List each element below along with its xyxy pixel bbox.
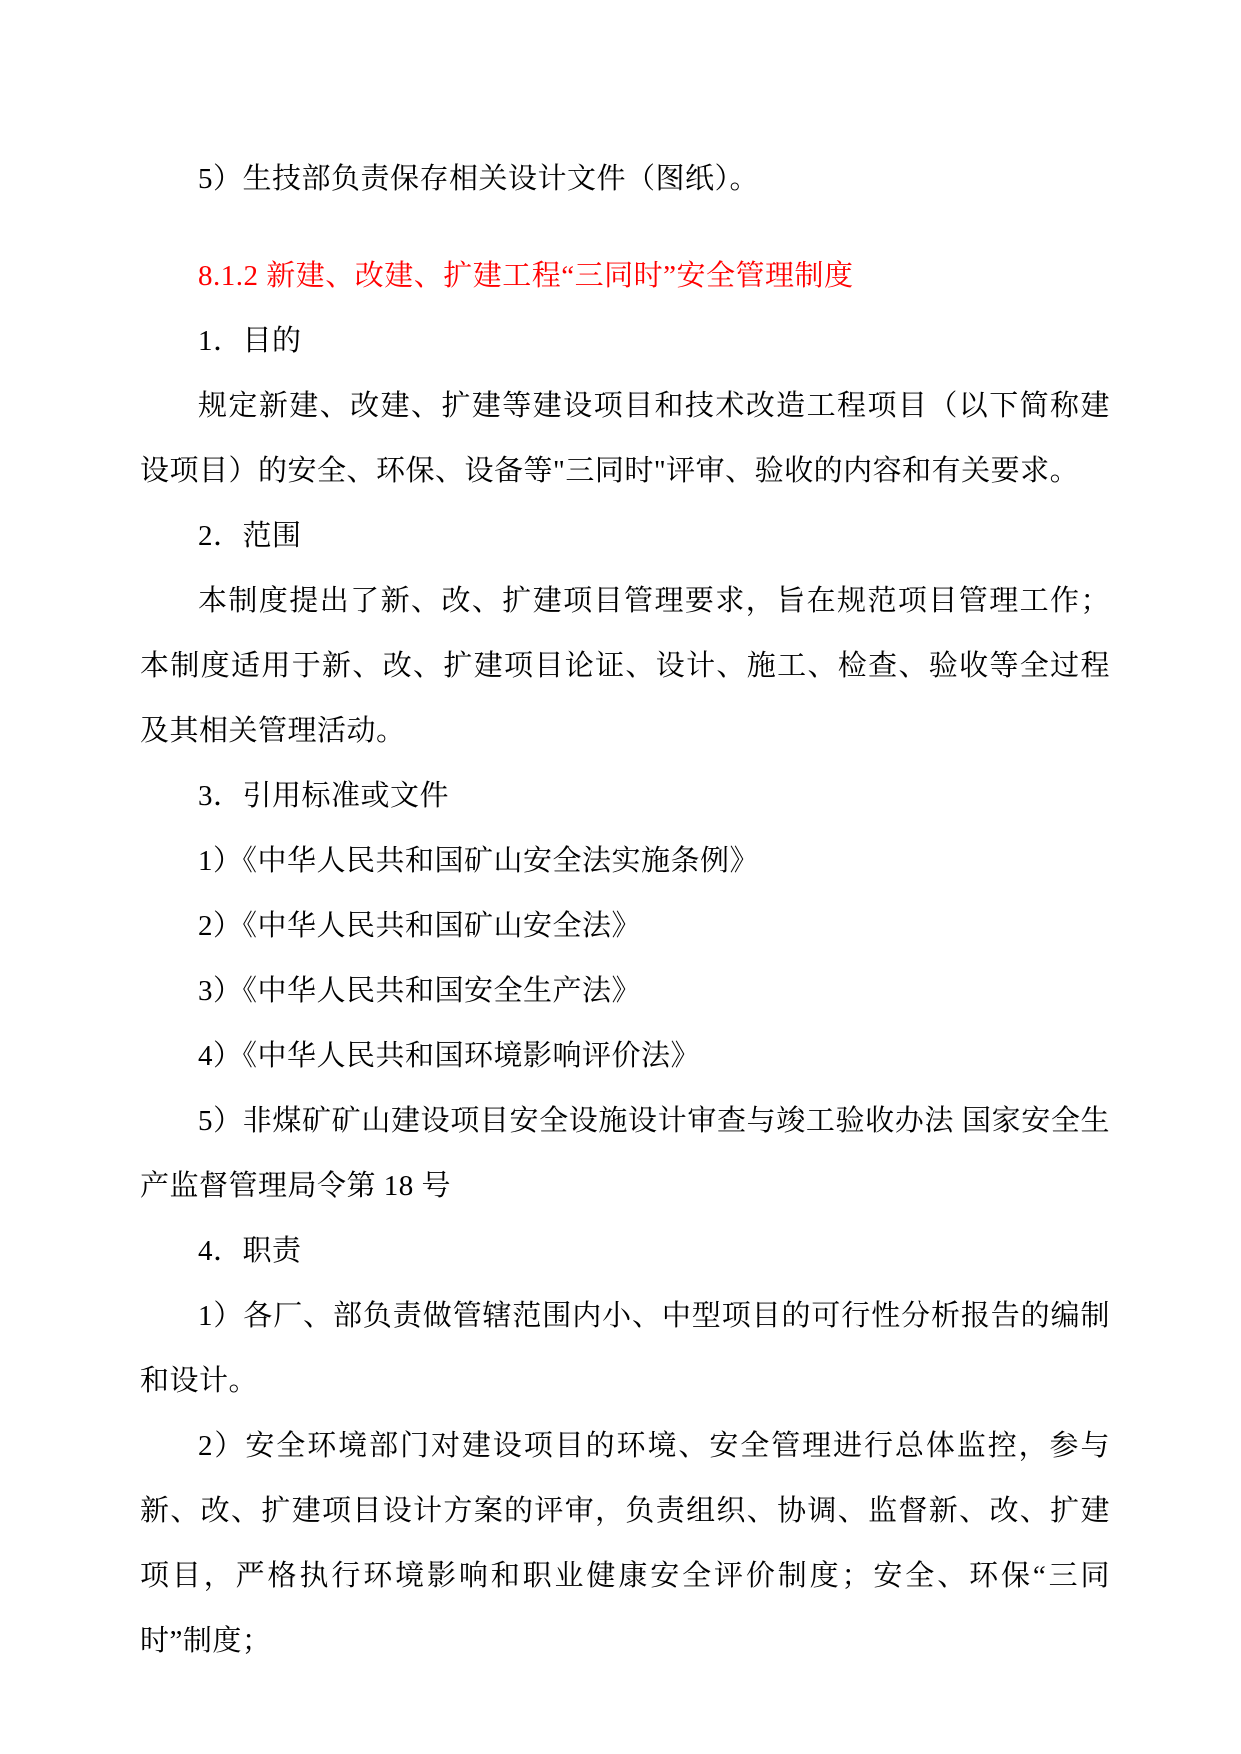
- duty-item-2: 2）安全环境部门对建设项目的环境、安全管理进行总体监控，参与新、改、扩建项目设计方案的评审，负责组织、协调、监督新、改、扩建项目，严格执行环境影响和职业健康安全评价制度；安全、环保“三同时”制度；: [140, 1430, 1110, 1657]
- list-item-save-design-files: 5）生技部负责保存相关设计文件（图纸）。: [198, 163, 760, 195]
- subheading-purpose: 1．目的: [198, 325, 302, 357]
- subheading-scope: 2．范围: [198, 520, 302, 552]
- section-heading-8-1-2: 8.1.2 新建、改建、扩建工程“三同时”安全管理制度: [198, 260, 854, 292]
- reference-item-5: 5）非煤矿矿山建设项目安全设施设计审查与竣工验收办法 国家安全生产监督管理局令第 18 号: [140, 1105, 1110, 1202]
- duty-item-1: 1）各厂、部负责做管辖范围内小、中型项目的可行性分析报告的编制和设计。: [140, 1300, 1110, 1397]
- reference-item-4: 4）《中华人民共和国环境影响评价法》: [198, 1040, 701, 1072]
- reference-item-2: 2）《中华人民共和国矿山安全法》: [198, 910, 642, 942]
- reference-item-1: 1）《中华人民共和国矿山安全法实施条例》: [198, 845, 760, 877]
- paragraph-purpose-body: 规定新建、改建、扩建等建设项目和技术改造工程项目（以下简称建设项目）的安全、环保、设备等"三同时"评审、验收的内容和有关要求。: [140, 390, 1110, 487]
- reference-item-3: 3）《中华人民共和国安全生产法》: [198, 975, 642, 1007]
- subheading-references: 3．引用标准或文件: [198, 780, 450, 812]
- paragraph-scope-body: 本制度提出了新、改、扩建项目管理要求，旨在规范项目管理工作；本制度适用于新、改、扩建项目论证、设计、施工、检查、验收等全过程及其相关管理活动。: [140, 585, 1110, 747]
- subheading-duties: 4．职责: [198, 1235, 302, 1267]
